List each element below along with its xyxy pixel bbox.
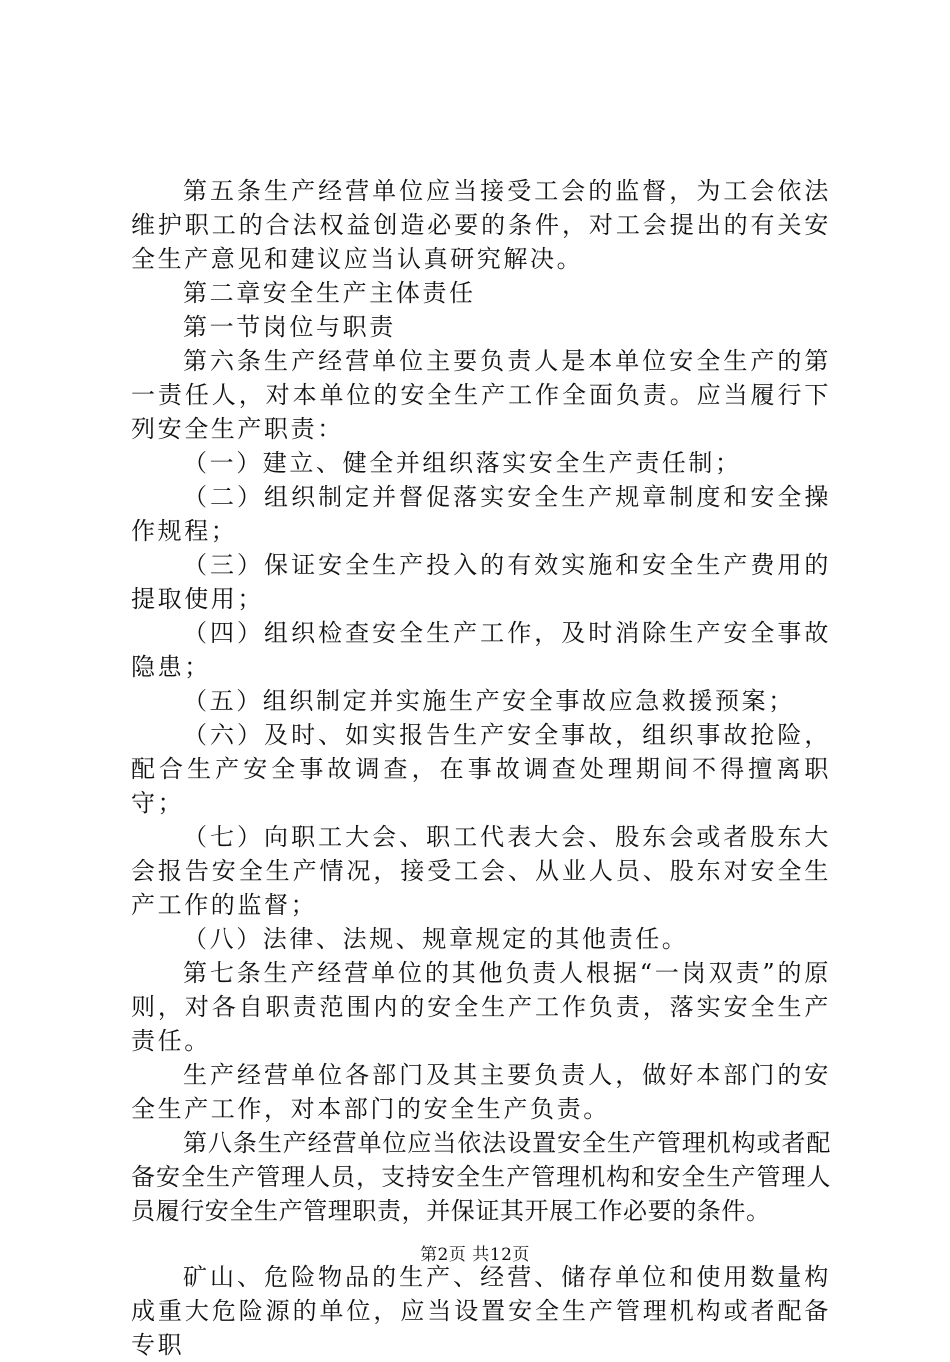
- document-body: [131, 174, 831, 1362]
- list-item-5: （五）组织制定并实施生产安全事故应急救援预案；: [183, 687, 795, 715]
- paragraph-article-7: 第七条生产经营单位的其他负责人根据“一岗双责”的原则，对各自职责范围内的安全生产工作负责，落实安全生产责任。: [131, 959, 831, 1055]
- paragraph-article-5: 第五条生产经营单位应当接受工会的监督，为工会依法维护职工的合法权益创造必要的条件，对工会提出的有关安全生产意见和建议应当认真研究解决。: [131, 177, 831, 273]
- list-item-7: （七）向职工大会、职工代表大会、股东会或者股东大会报告安全生产情况，接受工会、从业人员、股东对安全生产工作的监督；: [131, 823, 831, 919]
- paragraph-article-8: 第八条生产经营单位应当依法设置安全生产管理机构或者配备安全生产管理人员，支持安全生产管理机构和安全生产管理人员履行安全生产管理职责，并保证其开展工作必要的条件。: [131, 1129, 831, 1225]
- paragraph-mining-units: 矿山、危险物品的生产、经营、储存单位和使用数量构成重大危险源的单位，应当设置安全生产管理机构或者配备专职: [131, 1263, 831, 1359]
- section-heading: 第一节岗位与职责: [183, 313, 396, 341]
- list-item-2: （二）组织制定并督促落实安全生产规章制度和安全操作规程；: [131, 483, 831, 545]
- paragraph-article-6: 第六条生产经营单位主要负责人是本单位安全生产的第一责任人，对本单位的安全生产工作全面负责。应当履行下列安全生产职责：: [131, 347, 831, 443]
- page-number-footer: 第2页 共12页: [420, 1245, 530, 1265]
- paragraph-departments: 生产经营单位各部门及其主要负责人，做好本部门的安全生产工作，对本部门的安全生产负责。: [131, 1061, 831, 1123]
- chapter-heading: 第二章安全生产主体责任: [183, 279, 476, 307]
- list-item-6: （六）及时、如实报告生产安全事故，组织事故抢险，配合生产安全事故调查，在事故调查处理期间不得擅离职守；: [131, 721, 831, 817]
- list-item-8: （八）法律、法规、规章规定的其他责任。: [183, 925, 689, 953]
- list-item-3: （三）保证安全生产投入的有效实施和安全生产费用的提取使用；: [131, 551, 831, 613]
- list-item-1: （一）建立、健全并组织落实安全生产责任制；: [183, 449, 742, 477]
- list-item-4: （四）组织检查安全生产工作，及时消除生产安全事故隐患；: [131, 619, 831, 681]
